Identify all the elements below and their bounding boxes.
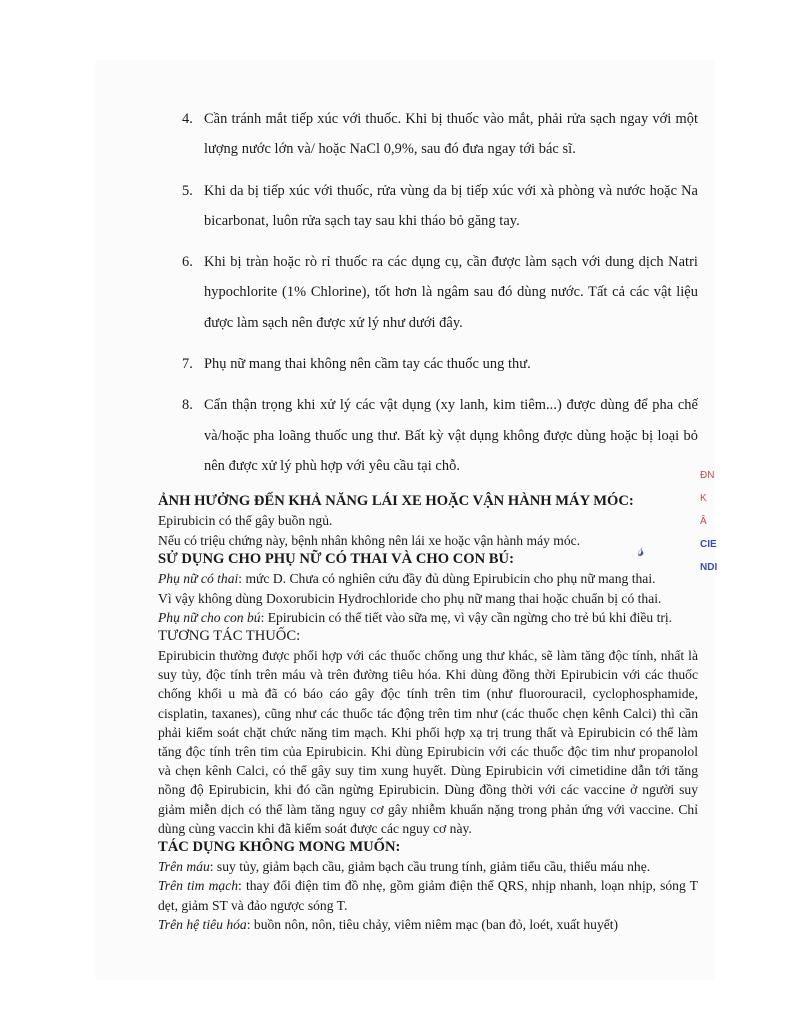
gi-label: Trên hệ tiêu hóa bbox=[158, 916, 247, 932]
list-number: 6. bbox=[182, 254, 193, 271]
list-item bbox=[158, 349, 698, 379]
driving-line-2: Nếu có triệu chứng này, bệnh nhân không nên lái xe hoặc vận hành máy móc. bbox=[158, 532, 581, 548]
blood-label: Trên máu bbox=[158, 859, 210, 875]
stamp-fragment: CIE bbox=[700, 539, 717, 550]
list-number: 5. bbox=[182, 182, 193, 199]
handling-precautions-list bbox=[158, 104, 698, 481]
stamp-fragment: Â bbox=[700, 516, 707, 527]
stamp-fragment: NDI bbox=[700, 562, 718, 573]
signature-mark: 𝓈 bbox=[638, 540, 645, 560]
list-text: Cẩn thận trọng khi xử lý các vật dụng (xy lanh, kim tiêm...) được dùng để pha chế và/hoặc pha loãng thuốc ung thư. Bất kỳ vật dụng không được dùng hoặc bị loại bỏ nên được xử lý phù hợp với yêu cầu tại chỗ. bbox=[204, 397, 698, 474]
stamp-fragment: K bbox=[700, 493, 707, 504]
list-item bbox=[158, 176, 698, 237]
driving-line-1: Epirubicin có thể gây buồn ngủ. bbox=[158, 513, 333, 529]
list-item bbox=[158, 104, 698, 165]
list-text: Khi da bị tiếp xúc với thuốc, rửa vùng da bị tiếp xúc với xà phòng và nước hoặc Na bicarbonat, luôn rửa sạch tay sau khi tháo bỏ găng tay. bbox=[204, 182, 698, 229]
pregnant-text: : mức D. Chưa có nghiên cứu đầy đủ dùng Epirubicin cho phụ nữ mang thai. bbox=[238, 571, 656, 587]
margin-stamps bbox=[700, 470, 730, 585]
stamp-fragment: ĐN bbox=[700, 470, 715, 481]
pregnancy-paragraph-1 bbox=[158, 569, 698, 588]
blood-text: : suy tủy, giảm bạch cầu, giảm bạch cầu trung tính, giảm tiểu cầu, thiếu máu nhẹ. bbox=[209, 859, 651, 875]
gi-text: : buồn nôn, nôn, tiêu chảy, viêm niêm mạc (ban đỏ, loét, xuất huyết) bbox=[246, 916, 619, 932]
list-text: Phụ nữ mang thai không nên cầm tay các thuốc ung thư. bbox=[204, 356, 531, 373]
adverse-gi bbox=[158, 915, 698, 934]
list-item bbox=[158, 390, 698, 481]
driving-heading: ẢNH HƯỞNG ĐẾN KHẢ NĂNG LÁI XE HOẶC VẬN HÀNH MÁY MÓC: bbox=[158, 493, 634, 510]
document-content bbox=[158, 104, 698, 934]
nursing-text: : Epirubicin có thể tiết vào sữa mẹ, vì vậy cần ngừng cho trẻ bú khi điều trị. bbox=[260, 609, 673, 625]
pregnant-label: Phụ nữ có thai bbox=[158, 571, 239, 587]
nursing-label: Phụ nữ cho con bú bbox=[158, 609, 261, 625]
cardio-text: : thay đổi điện tim đồ nhẹ, gồm giảm điện thế QRS, nhịp nhanh, loạn nhịp, sóng T dẹt, giảm ST và đảo ngược sóng T. bbox=[158, 878, 698, 913]
adverse-blood bbox=[158, 857, 698, 876]
interactions-paragraph: Epirubicin thường được phối hợp với các thuốc chống ung thư khác, sẽ làm tăng độc tính, nhất là suy tủy, độc tính trên máu và trên đường tiêu hóa. Khi dùng đồng thời Epirubicin với các thuốc chống khối u mà đã có báo cáo gây độc tính trên tim (như fluorouracil, cyclophosphamide, cisplatin, taxanes), cũng như các thuốc tác động trên tim như (các thuốc chẹn kênh Calci) thì cần phải kiểm soát chặt chức năng tim mạch. Khi phối hợp xạ trị trung thất và Epirubicin có thể làm tăng độc tính trên tim của Epirubicin. Khi dùng Epirubicin với các thuốc độc tim như propanolol và chẹn kênh Calci, có thể gây suy tim xung huyết. Dùng Epirubicin với cimetidine dẫn tới tăng nồng độ Epirubicin, khi đó cần ngừng Epirubicin. Dùng đồng thời với các vaccine ở người suy giảm miễn dịch có thể làm tăng nguy cơ gây nhiễm khuẩn nặng trong phản ứng với vaccine. Chỉ dùng cùng vaccin khi đã kiểm soát được các nguy cơ này. bbox=[158, 648, 698, 836]
pregnancy-heading: SỬ DỤNG CHO PHỤ NỮ CÓ THAI VÀ CHO CON BÚ: bbox=[158, 551, 514, 568]
list-item bbox=[158, 247, 698, 338]
interactions-heading: TƯƠNG TÁC THUỐC: bbox=[158, 628, 301, 645]
pregnancy-paragraph-2: Vì vậy không dùng Doxorubicin Hydrochloride cho phụ nữ mang thai hoặc chuẩn bị có thai. bbox=[158, 590, 662, 606]
adverse-heading: TÁC DỤNG KHÔNG MONG MUỐN: bbox=[158, 839, 401, 856]
nursing-paragraph bbox=[158, 608, 698, 627]
list-number: 7. bbox=[182, 356, 193, 373]
list-text: Cần tránh mắt tiếp xúc với thuốc. Khi bị thuốc vào mắt, phải rửa sạch ngay với một lượng nước lớn và/ hoặc NaCl 0,9%, sau đó đưa ngay tới bác sĩ. bbox=[204, 111, 698, 158]
cardio-label: Trên tim mạch bbox=[158, 878, 239, 894]
adverse-cardio bbox=[158, 876, 698, 914]
list-text: Khi bị tràn hoặc rò rỉ thuốc ra các dụng cụ, cần được làm sạch với dung dịch Natri hypochlorite (1% Chlorine), tốt hơn là ngâm sau đó dùng nước. Tất cả các vật liệu được làm sạch nên được xử lý như dưới đây. bbox=[204, 254, 698, 331]
list-number: 4. bbox=[182, 111, 193, 127]
list-number: 8. bbox=[182, 397, 193, 414]
